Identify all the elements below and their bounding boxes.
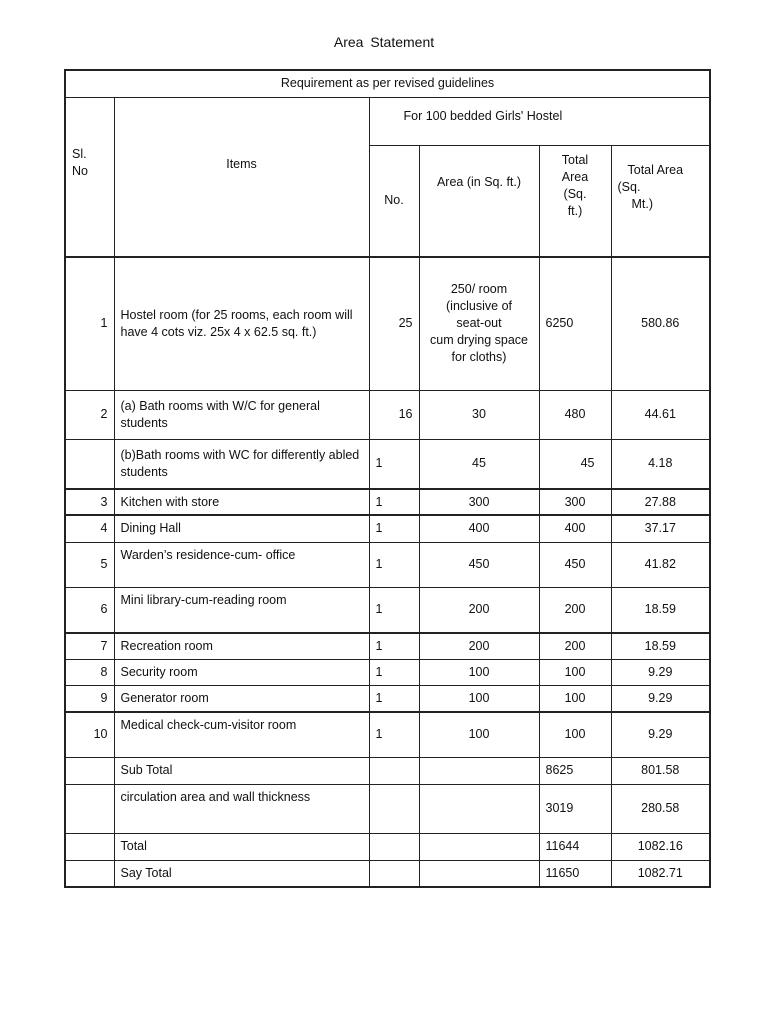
total-area-sqft-line2: Area — [561, 169, 589, 184]
item-cell: Dining Hall — [114, 515, 369, 542]
no-cell: 1 — [369, 633, 419, 659]
say-total-sqft: 11650 — [539, 860, 611, 887]
total-sqmt-cell: 18.59 — [611, 587, 710, 633]
sl-cell: 1 — [65, 257, 114, 390]
total-sqft-cell: 100 — [539, 712, 611, 757]
total-sqft-cell: 100 — [539, 659, 611, 685]
area-cell: 200 — [419, 633, 539, 659]
sl-cell: 5 — [65, 542, 114, 587]
area-cell: 300 — [419, 489, 539, 515]
area-cell: 400 — [419, 515, 539, 542]
sl-cell: 7 — [65, 633, 114, 659]
sl-no-header-line2: No — [72, 163, 88, 178]
no-cell: 16 — [369, 390, 419, 439]
no-cell: 25 — [369, 257, 419, 390]
sl-cell: 8 — [65, 659, 114, 685]
no-cell — [369, 784, 419, 833]
no-cell — [369, 757, 419, 784]
subtotal-row — [65, 757, 710, 784]
total-sqft-cell: 200 — [539, 633, 611, 659]
total-sqmt-cell: 4.18 — [611, 439, 710, 489]
item-cell: Medical check-cum-visitor room — [114, 712, 369, 757]
total-sqmt-cell: 41.82 — [611, 542, 710, 587]
total-sqft-cell: 6250 — [539, 257, 611, 390]
no-cell: 1 — [369, 515, 419, 542]
area-cell — [419, 757, 539, 784]
no-cell — [369, 860, 419, 887]
item-cell: Security room — [114, 659, 369, 685]
total-sqmt-cell: 580.86 — [611, 257, 710, 390]
total-area-sqft-line3: (Sq. — [563, 186, 587, 201]
subtotal-sqmt: 801.58 — [611, 757, 710, 784]
table-row — [65, 257, 710, 390]
table-row — [65, 390, 710, 439]
total-sqmt-cell: 9.29 — [611, 712, 710, 757]
sl-cell: 4 — [65, 515, 114, 542]
say-total-label: Say Total — [114, 860, 369, 887]
total-sqft: 11644 — [539, 833, 611, 860]
total-sqft-cell: 100 — [539, 685, 611, 712]
sl-cell: 2 — [65, 390, 114, 439]
item-cell: Generator room — [114, 685, 369, 712]
total-sqft-cell: 400 — [539, 515, 611, 542]
total-sqmt-cell: 27.88 — [611, 489, 710, 515]
sl-cell: 10 — [65, 712, 114, 757]
say-total-row — [65, 860, 710, 887]
total-sqmt: 1082.16 — [611, 833, 710, 860]
area-cell: 100 — [419, 659, 539, 685]
no-cell — [369, 833, 419, 860]
area-statement-table — [64, 69, 711, 888]
area-cell: 100 — [419, 685, 539, 712]
sl-cell — [65, 784, 114, 833]
area-header: Area (in Sq. ft.) — [419, 145, 539, 257]
item-cell: Recreation room — [114, 633, 369, 659]
total-sqmt-cell: 9.29 — [611, 659, 710, 685]
sl-cell: 3 — [65, 489, 114, 515]
item-cell: (a) Bath rooms with W/C for general students — [114, 390, 369, 439]
no-cell: 1 — [369, 439, 419, 489]
subtotal-label: Sub Total — [114, 757, 369, 784]
total-sqft-cell: 45 — [539, 439, 611, 489]
item-cell: Warden’s residence-cum- office — [114, 542, 369, 587]
table-row — [65, 685, 710, 712]
total-sqmt-cell: 37.17 — [611, 515, 710, 542]
table-row — [65, 712, 710, 757]
no-cell: 1 — [369, 685, 419, 712]
total-area-sqft-line1: Total — [561, 152, 589, 167]
area-line3: seat-out — [456, 316, 502, 331]
total-row — [65, 833, 710, 860]
area-line1: 250/ room — [450, 282, 508, 297]
item-cell: Kitchen with store — [114, 489, 369, 515]
table-row — [65, 633, 710, 659]
total-area-sqmt-header — [611, 145, 710, 257]
item-cell: Mini library-cum-reading room — [114, 587, 369, 633]
total-sqft-cell: 300 — [539, 489, 611, 515]
sl-cell — [65, 439, 114, 489]
total-sqmt-cell: 18.59 — [611, 633, 710, 659]
total-sqft-cell: 450 — [539, 542, 611, 587]
total-label: Total — [114, 833, 369, 860]
no-cell: 1 — [369, 542, 419, 587]
circulation-sqft: 3019 — [539, 784, 611, 833]
no-cell: 1 — [369, 489, 419, 515]
item-cell: (b)Bath rooms with WC for differently abled students — [114, 439, 369, 489]
area-cell: 45 — [419, 439, 539, 489]
area-cell: 100 — [419, 712, 539, 757]
total-sqft-cell: 200 — [539, 587, 611, 633]
circulation-sqmt: 280.58 — [611, 784, 710, 833]
table-row — [65, 439, 710, 489]
no-cell: 1 — [369, 659, 419, 685]
table-row — [65, 587, 710, 633]
area-cell — [419, 860, 539, 887]
no-header: No. — [369, 145, 419, 257]
area-cell: 30 — [419, 390, 539, 439]
sl-cell — [65, 833, 114, 860]
total-area-sqmt-line2: (Sq. — [617, 179, 641, 194]
area-line5: for cloths) — [451, 350, 507, 365]
total-area-sqft-header — [539, 145, 611, 257]
area-cell — [419, 784, 539, 833]
subtotal-sqft: 8625 — [539, 757, 611, 784]
no-cell: 1 — [369, 712, 419, 757]
total-area-sqft-line4: ft.) — [567, 203, 583, 218]
table-row — [65, 659, 710, 685]
area-cell: 450 — [419, 542, 539, 587]
area-cell — [419, 833, 539, 860]
table-row — [65, 542, 710, 587]
table-row — [65, 489, 710, 515]
header-row-hostel — [65, 97, 710, 145]
circulation-label: circulation area and wall thickness — [114, 784, 369, 833]
area-cell: 200 — [419, 587, 539, 633]
sl-no-header-line1: Sl. — [72, 146, 87, 161]
no-cell: 1 — [369, 587, 419, 633]
total-sqmt-cell: 44.61 — [611, 390, 710, 439]
header-row-requirement — [65, 70, 710, 97]
sl-cell — [65, 757, 114, 784]
sl-cell — [65, 860, 114, 887]
area-line4: cum drying space — [430, 333, 528, 348]
area-line2: (inclusive of — [446, 299, 512, 314]
say-total-sqmt: 1082.71 — [611, 860, 710, 887]
requirement-header: Requirement as per revised guidelines — [65, 70, 710, 97]
item-cell: Hostel room (for 25 rooms, each room will have 4 cots viz. 25x 4 x 62.5 sq. ft.) — [114, 257, 369, 390]
area-cell — [419, 257, 539, 390]
hostel-header: For 100 bedded Girls' Hostel — [369, 97, 710, 145]
total-area-sqmt-line3: Mt.) — [631, 196, 654, 211]
table-row — [65, 515, 710, 542]
items-header: Items — [114, 97, 369, 257]
total-sqft-cell: 480 — [539, 390, 611, 439]
circulation-row — [65, 784, 710, 833]
total-sqmt-cell: 9.29 — [611, 685, 710, 712]
sl-cell: 9 — [65, 685, 114, 712]
sl-no-header — [65, 97, 114, 257]
total-area-sqmt-line1: Total Area — [627, 162, 684, 177]
sl-cell: 6 — [65, 587, 114, 633]
page-title: Area Statement — [333, 34, 435, 50]
